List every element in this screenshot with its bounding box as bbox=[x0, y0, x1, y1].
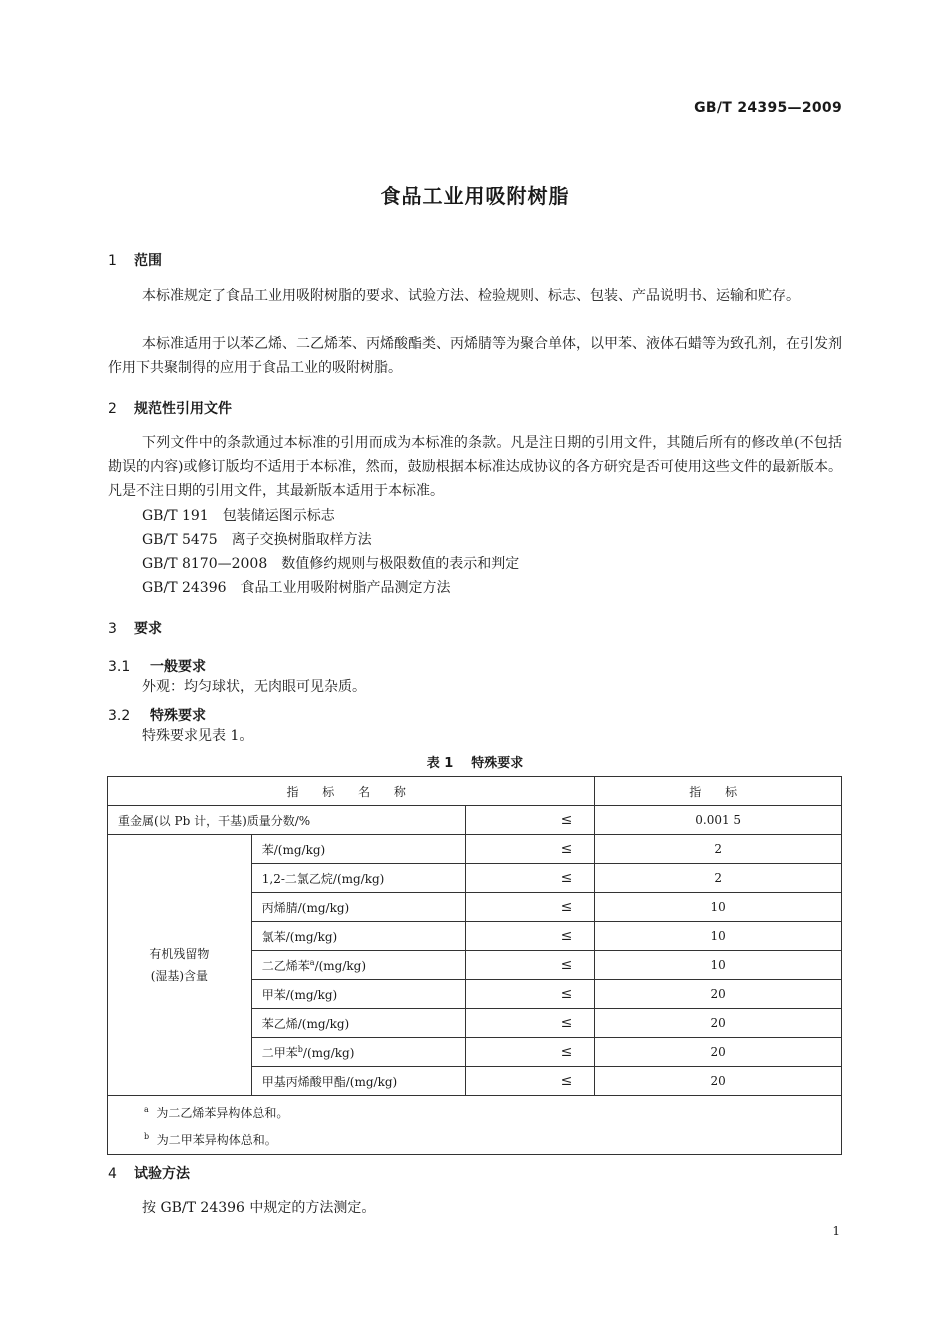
reference-code: GB/T 191 bbox=[142, 508, 209, 524]
group-label bbox=[108, 835, 252, 1096]
document-title: 食品工业用吸附树脂 bbox=[380, 184, 570, 208]
row-value: 10 bbox=[595, 951, 842, 980]
table-caption-title: 特殊要求 bbox=[471, 756, 524, 771]
section-2-title: 规范性引用文件 bbox=[134, 401, 232, 417]
reference-item bbox=[142, 576, 451, 600]
row-value: 20 bbox=[595, 1067, 842, 1096]
le-symbol: ≤ bbox=[465, 1038, 595, 1067]
table-caption-number: 表 1 bbox=[426, 756, 454, 771]
row-name-text: 二乙烯苯 bbox=[261, 958, 310, 973]
row-name bbox=[251, 951, 465, 980]
table-header-row bbox=[108, 777, 842, 806]
reference-title: 数值修约规则与极限数值的表示和判定 bbox=[281, 556, 520, 572]
section-3-title: 要求 bbox=[134, 621, 162, 637]
footnote-mark: b bbox=[297, 1044, 303, 1054]
row-name: 苯/(mg/kg) bbox=[251, 835, 465, 864]
table-notes-row bbox=[108, 1096, 842, 1155]
section-3-2-heading bbox=[108, 705, 206, 725]
section-3-2-text: 特殊要求见表 1。 bbox=[142, 728, 254, 744]
le-symbol: ≤ bbox=[465, 893, 595, 922]
row-value: 20 bbox=[595, 1009, 842, 1038]
standard-number: GB/T 24395—2009 bbox=[694, 100, 842, 116]
section-4-title: 试验方法 bbox=[134, 1166, 190, 1182]
le-symbol: ≤ bbox=[465, 864, 595, 893]
section-1-title: 范围 bbox=[134, 253, 162, 269]
note-text: 为二甲苯异构体总和。 bbox=[156, 1133, 277, 1147]
row-value: 2 bbox=[595, 864, 842, 893]
footnote-mark: a bbox=[309, 957, 315, 967]
page-number: 1 bbox=[832, 1224, 840, 1238]
table-note bbox=[144, 1098, 841, 1125]
row-name-text: 二甲苯 bbox=[261, 1045, 298, 1060]
group-label-line-1: 有机残留物 bbox=[149, 947, 210, 961]
row-value: 2 bbox=[595, 835, 842, 864]
le-symbol: ≤ bbox=[465, 1009, 595, 1038]
section-1-number: 1 bbox=[108, 253, 117, 269]
row-value: 20 bbox=[595, 980, 842, 1009]
section-4-number: 4 bbox=[108, 1166, 117, 1182]
table-note bbox=[144, 1125, 841, 1152]
row-unit: /(mg/kg) bbox=[314, 958, 367, 973]
section-3-1-number: 3.1 bbox=[108, 659, 131, 675]
row-name: 氯苯/(mg/kg) bbox=[251, 922, 465, 951]
row-name: 1,2-二氯乙烷/(mg/kg) bbox=[251, 864, 465, 893]
row-value: 0.001 5 bbox=[595, 806, 842, 835]
table-row bbox=[108, 806, 842, 835]
reference-code: GB/T 24396 bbox=[142, 580, 227, 596]
section-3-1-heading bbox=[108, 656, 206, 676]
row-name: 丙烯腈/(mg/kg) bbox=[251, 893, 465, 922]
section-3-1-title: 一般要求 bbox=[150, 659, 206, 675]
row-value: 20 bbox=[595, 1038, 842, 1067]
section-3-heading bbox=[108, 618, 162, 638]
section-2-number: 2 bbox=[108, 401, 117, 417]
row-name: 甲基丙烯酸甲酯/(mg/kg) bbox=[251, 1067, 465, 1096]
section-4-text: 按 GB/T 24396 中规定的方法测定。 bbox=[142, 1200, 376, 1216]
table-row bbox=[108, 835, 842, 864]
section-2-heading bbox=[108, 398, 232, 418]
note-mark: b bbox=[144, 1132, 150, 1141]
row-name bbox=[251, 1038, 465, 1067]
section-4-heading bbox=[108, 1163, 190, 1183]
header-indicator-value: 指 标 bbox=[595, 777, 842, 806]
reference-item bbox=[142, 528, 372, 552]
reference-item bbox=[142, 504, 335, 528]
table-caption bbox=[0, 752, 950, 771]
reference-title: 包装储运图示标志 bbox=[222, 508, 335, 524]
row-value: 10 bbox=[595, 893, 842, 922]
reference-code: GB/T 5475 bbox=[142, 532, 218, 548]
le-symbol: ≤ bbox=[465, 835, 595, 864]
section-3-number: 3 bbox=[108, 621, 117, 637]
row-unit: /(mg/kg) bbox=[302, 1045, 355, 1060]
section-1-paragraph-2: 本标准适用于以苯乙烯、二乙烯苯、丙烯酸酯类、丙烯腈等为聚合单体，以甲苯、液体石蜡等为致孔剂，在引发剂作用下共聚制得的应用于食品工业的吸附树脂。 bbox=[108, 336, 842, 376]
table-notes bbox=[108, 1096, 842, 1155]
row-name: 重金属(以 Pb 计，干基)质量分数/% bbox=[108, 806, 466, 835]
section-1-heading bbox=[108, 250, 162, 270]
reference-title: 食品工业用吸附树脂产品测定方法 bbox=[240, 580, 451, 596]
row-value: 10 bbox=[595, 922, 842, 951]
le-symbol: ≤ bbox=[465, 951, 595, 980]
section-1-paragraph-1: 本标准规定了食品工业用吸附树脂的要求、试验方法、检验规则、标志、包装、产品说明书、运输和贮存。 bbox=[142, 288, 800, 304]
note-text: 为二乙烯苯异构体总和。 bbox=[156, 1106, 289, 1120]
section-3-2-number: 3.2 bbox=[108, 708, 131, 724]
le-symbol: ≤ bbox=[465, 980, 595, 1009]
section-3-2-title: 特殊要求 bbox=[150, 708, 206, 724]
le-symbol: ≤ bbox=[465, 922, 595, 951]
section-2-paragraph: 下列文件中的条款通过本标准的引用而成为本标准的条款。凡是注日期的引用文件，其随后所有的修改单(不包括勘误的内容)或修订版均不适用于本标准，然而，鼓励根据本标准达成协议的各方研究是否可使用这些文件的最新版本。凡是不注日期的引用文件，其最新版本适用于本标准。 bbox=[108, 435, 842, 499]
section-3-1-text: 外观：均匀球状，无肉眼可见杂质。 bbox=[142, 679, 366, 695]
le-symbol: ≤ bbox=[465, 806, 595, 835]
note-mark: a bbox=[144, 1105, 149, 1114]
reference-item bbox=[142, 552, 519, 576]
row-name: 甲苯/(mg/kg) bbox=[251, 980, 465, 1009]
header-indicator-name: 指 标 名 称 bbox=[108, 777, 595, 806]
group-label-line-2: (湿基)含量 bbox=[150, 969, 209, 983]
row-name: 苯乙烯/(mg/kg) bbox=[251, 1009, 465, 1038]
reference-title: 离子交换树脂取样方法 bbox=[231, 532, 372, 548]
requirements-table bbox=[107, 776, 842, 1155]
reference-code: GB/T 8170—2008 bbox=[142, 556, 268, 572]
le-symbol: ≤ bbox=[465, 1067, 595, 1096]
